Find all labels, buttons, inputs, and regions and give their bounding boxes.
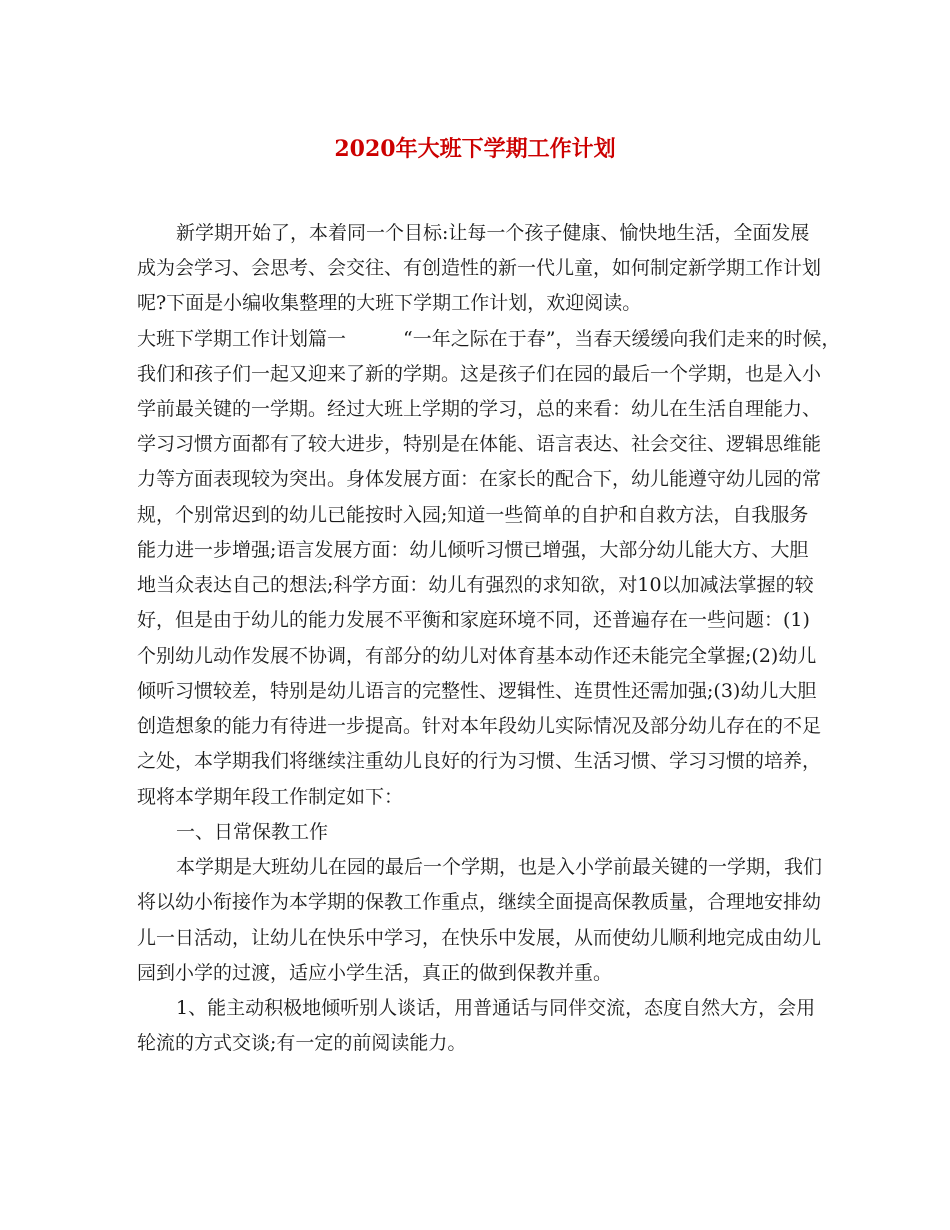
- text-line: 本学期是大班幼儿在园的最后一个学期，也是入小学前最关键的一学期，我们: [176, 856, 823, 878]
- text-line: 好，但是由于幼儿的能力发展不平衡和家庭环境不同，还普遍存在一些问题：(1): [137, 609, 810, 631]
- text-line: 学习习惯方面都有了较大进步，特别是在体能、语言表达、社会交往、逻辑思维能: [137, 433, 822, 455]
- text-line: 个别幼儿动作发展不协调，有部分的幼儿对体育基本动作还未能完全掌握;(2)幼儿: [137, 645, 817, 667]
- document-title: 2020年大班下学期工作计划: [334, 136, 616, 162]
- text-line: 呢?下面是小编收集整理的大班下学期工作计划，欢迎阅读。: [137, 292, 642, 314]
- text-line: 儿一日活动，让幼儿在快乐中学习，在快乐中发展，从而使幼儿顺利地完成由幼儿: [137, 927, 822, 949]
- text-line: 轮流的方式交谈;有一定的前阅读能力。: [137, 1032, 467, 1054]
- text-line: 大班下学期工作计划篇一 “一年之际在于春”，当春天缓缓向我们走来的时候，: [137, 328, 841, 350]
- text-line: 地当众表达自己的想法;科学方面：幼儿有强烈的求知欲，对10以加减法掌握的较: [137, 574, 814, 596]
- text-line: 我们和孩子们一起又迎来了新的学期。这是孩子们在园的最后一个学期，也是入小: [137, 363, 822, 385]
- text-line: 1、能主动积极地倾听别人谈话，用普通话与同伴交流，态度自然大方，会用: [176, 997, 816, 1019]
- text-line: 园到小学的过渡，适应小学生活，真正的做到保教并重。: [137, 962, 613, 984]
- text-line: 力等方面表现较为突出。身体发展方面：在家长的配合下，幼儿能遵守幼儿园的常: [137, 468, 822, 490]
- text-line: 现将本学期年段工作制定如下：: [137, 786, 404, 808]
- text-line: 学前最关键的一学期。经过大班上学期的学习，总的来看：幼儿在生活自理能力、: [137, 398, 822, 420]
- text-line: 规，个别常迟到的幼儿已能按时入园;知道一些简单的自护和自救方法，自我服务: [137, 504, 809, 526]
- text-line: 将以幼小衔接作为本学期的保教工作重点，继续全面提高保教质量，合理地安排幼: [137, 891, 822, 913]
- text-line: 倾听习惯较差，特别是幼儿语言的完整性、逻辑性、连贯性还需加强;(3)幼儿大胆: [137, 680, 817, 702]
- text-line: 创造想象的能力有待进一步提高。针对本年段幼儿实际情况及部分幼儿存在的不足: [137, 715, 822, 737]
- text-line: 新学期开始了，本着同一个目标:让每一个孩子健康、愉快地生活，全面发展: [176, 222, 810, 244]
- text-line: 之处，本学期我们将继续注重幼儿良好的行为习惯、生活习惯、学习习惯的培养，: [137, 750, 822, 772]
- text-line: 能力进一步增强;语言发展方面：幼儿倾听习惯已增强，大部分幼儿能大方、大胆: [137, 539, 809, 561]
- section-heading: 一、日常保教工作: [176, 821, 329, 843]
- text-line: 成为会学习、会思考、会交往、有创造性的新一代儿童，如何制定新学期工作计划: [137, 257, 822, 279]
